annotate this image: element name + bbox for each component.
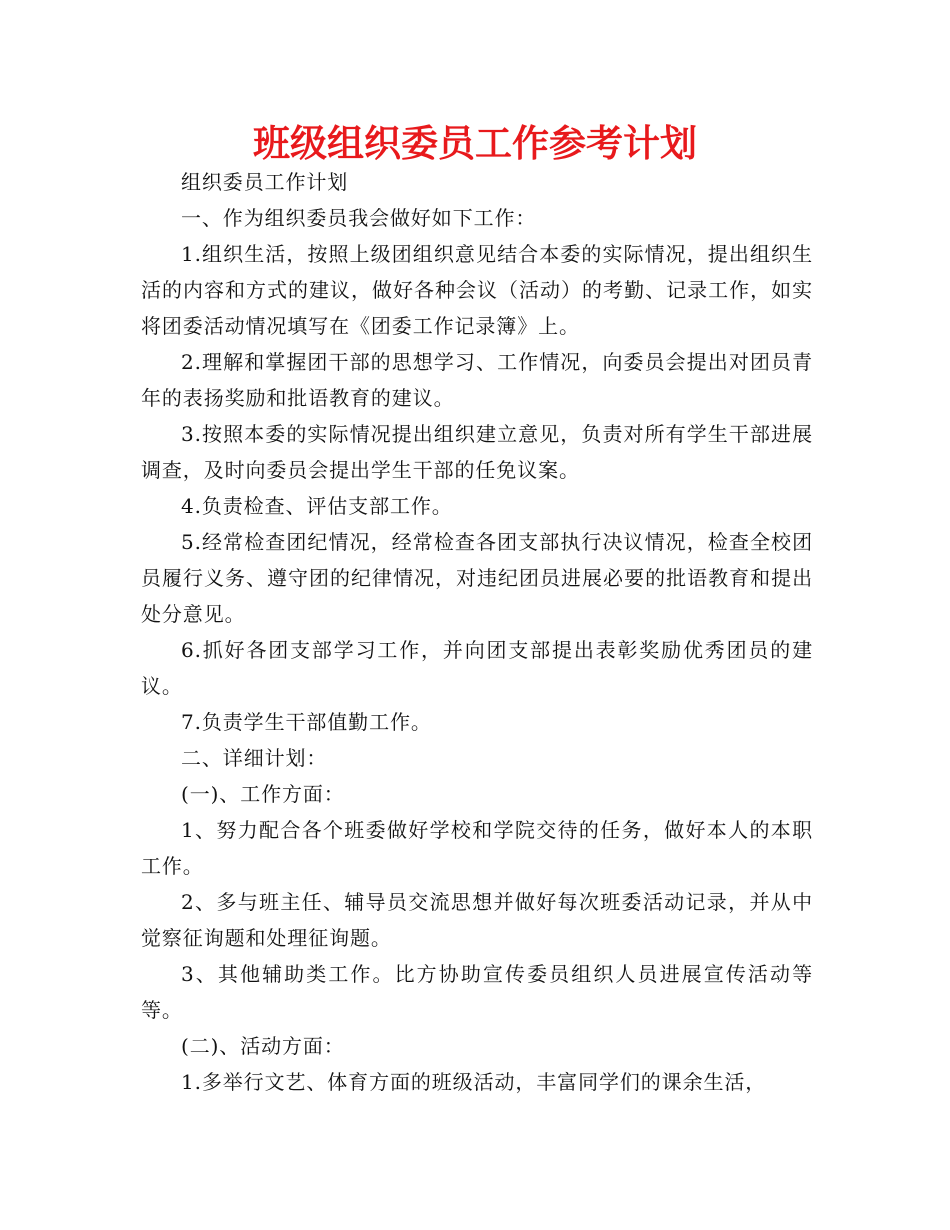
- paragraph: 2.理解和掌握团干部的思想学习、工作情况，向委员会提出对团员青年的表扬奖励和批语教育的建议。: [141, 350, 813, 410]
- paragraph: 7.负责学生干部值勤工作。: [181, 710, 432, 734]
- paragraph: 3.按照本委的实际情况提出组织建立意见，负责对所有学生干部进展调查，及时向委员会提出学生干部的任免议案。: [141, 422, 813, 482]
- paragraph: 2、多与班主任、辅导员交流思想并做好每次班委活动记录，并从中觉察征询题和处理征询题。: [141, 890, 813, 950]
- paragraph: 组织委员工作计划: [181, 170, 349, 194]
- paragraph: 6.抓好各团支部学习工作，并向团支部提出表彰奖励优秀团员的建议。: [141, 638, 813, 698]
- paragraph: 3、其他辅助类工作。比方协助宣传委员组织人员进展宣传活动等等。: [141, 962, 813, 1022]
- document-body: [141, 164, 813, 1100]
- section-heading: 一、作为组织委员我会做好如下工作：: [181, 206, 537, 230]
- document-title: 班级组织委员工作参考计划: [253, 122, 697, 165]
- paragraph: 5.经常检查团纪情况，经常检查各团支部执行决议情况，检查全校团员履行义务、遵守团的纪律情况，对违纪团员进展必要的批语教育和提出处分意见。: [141, 530, 813, 626]
- subsection-heading: (二)、活动方面：: [181, 1034, 345, 1058]
- paragraph: 4.负责检查、评估支部工作。: [181, 494, 453, 518]
- subsection-heading: (一)、工作方面：: [181, 782, 345, 806]
- paragraph: 1.多举行文艺、体育方面的班级活动，丰富同学们的课余生活，: [181, 1070, 767, 1094]
- paragraph: 1、努力配合各个班委做好学校和学院交待的任务，做好本人的本职工作。: [141, 818, 813, 878]
- paragraph: 1.组织生活，按照上级团组织意见结合本委的实际情况，提出组织生活的内容和方式的建议，做好各种会议（活动）的考勤、记录工作，如实将团委活动情况填写在《团委工作记录簿》上。: [141, 242, 813, 338]
- section-heading: 二、详细计划：: [181, 746, 328, 770]
